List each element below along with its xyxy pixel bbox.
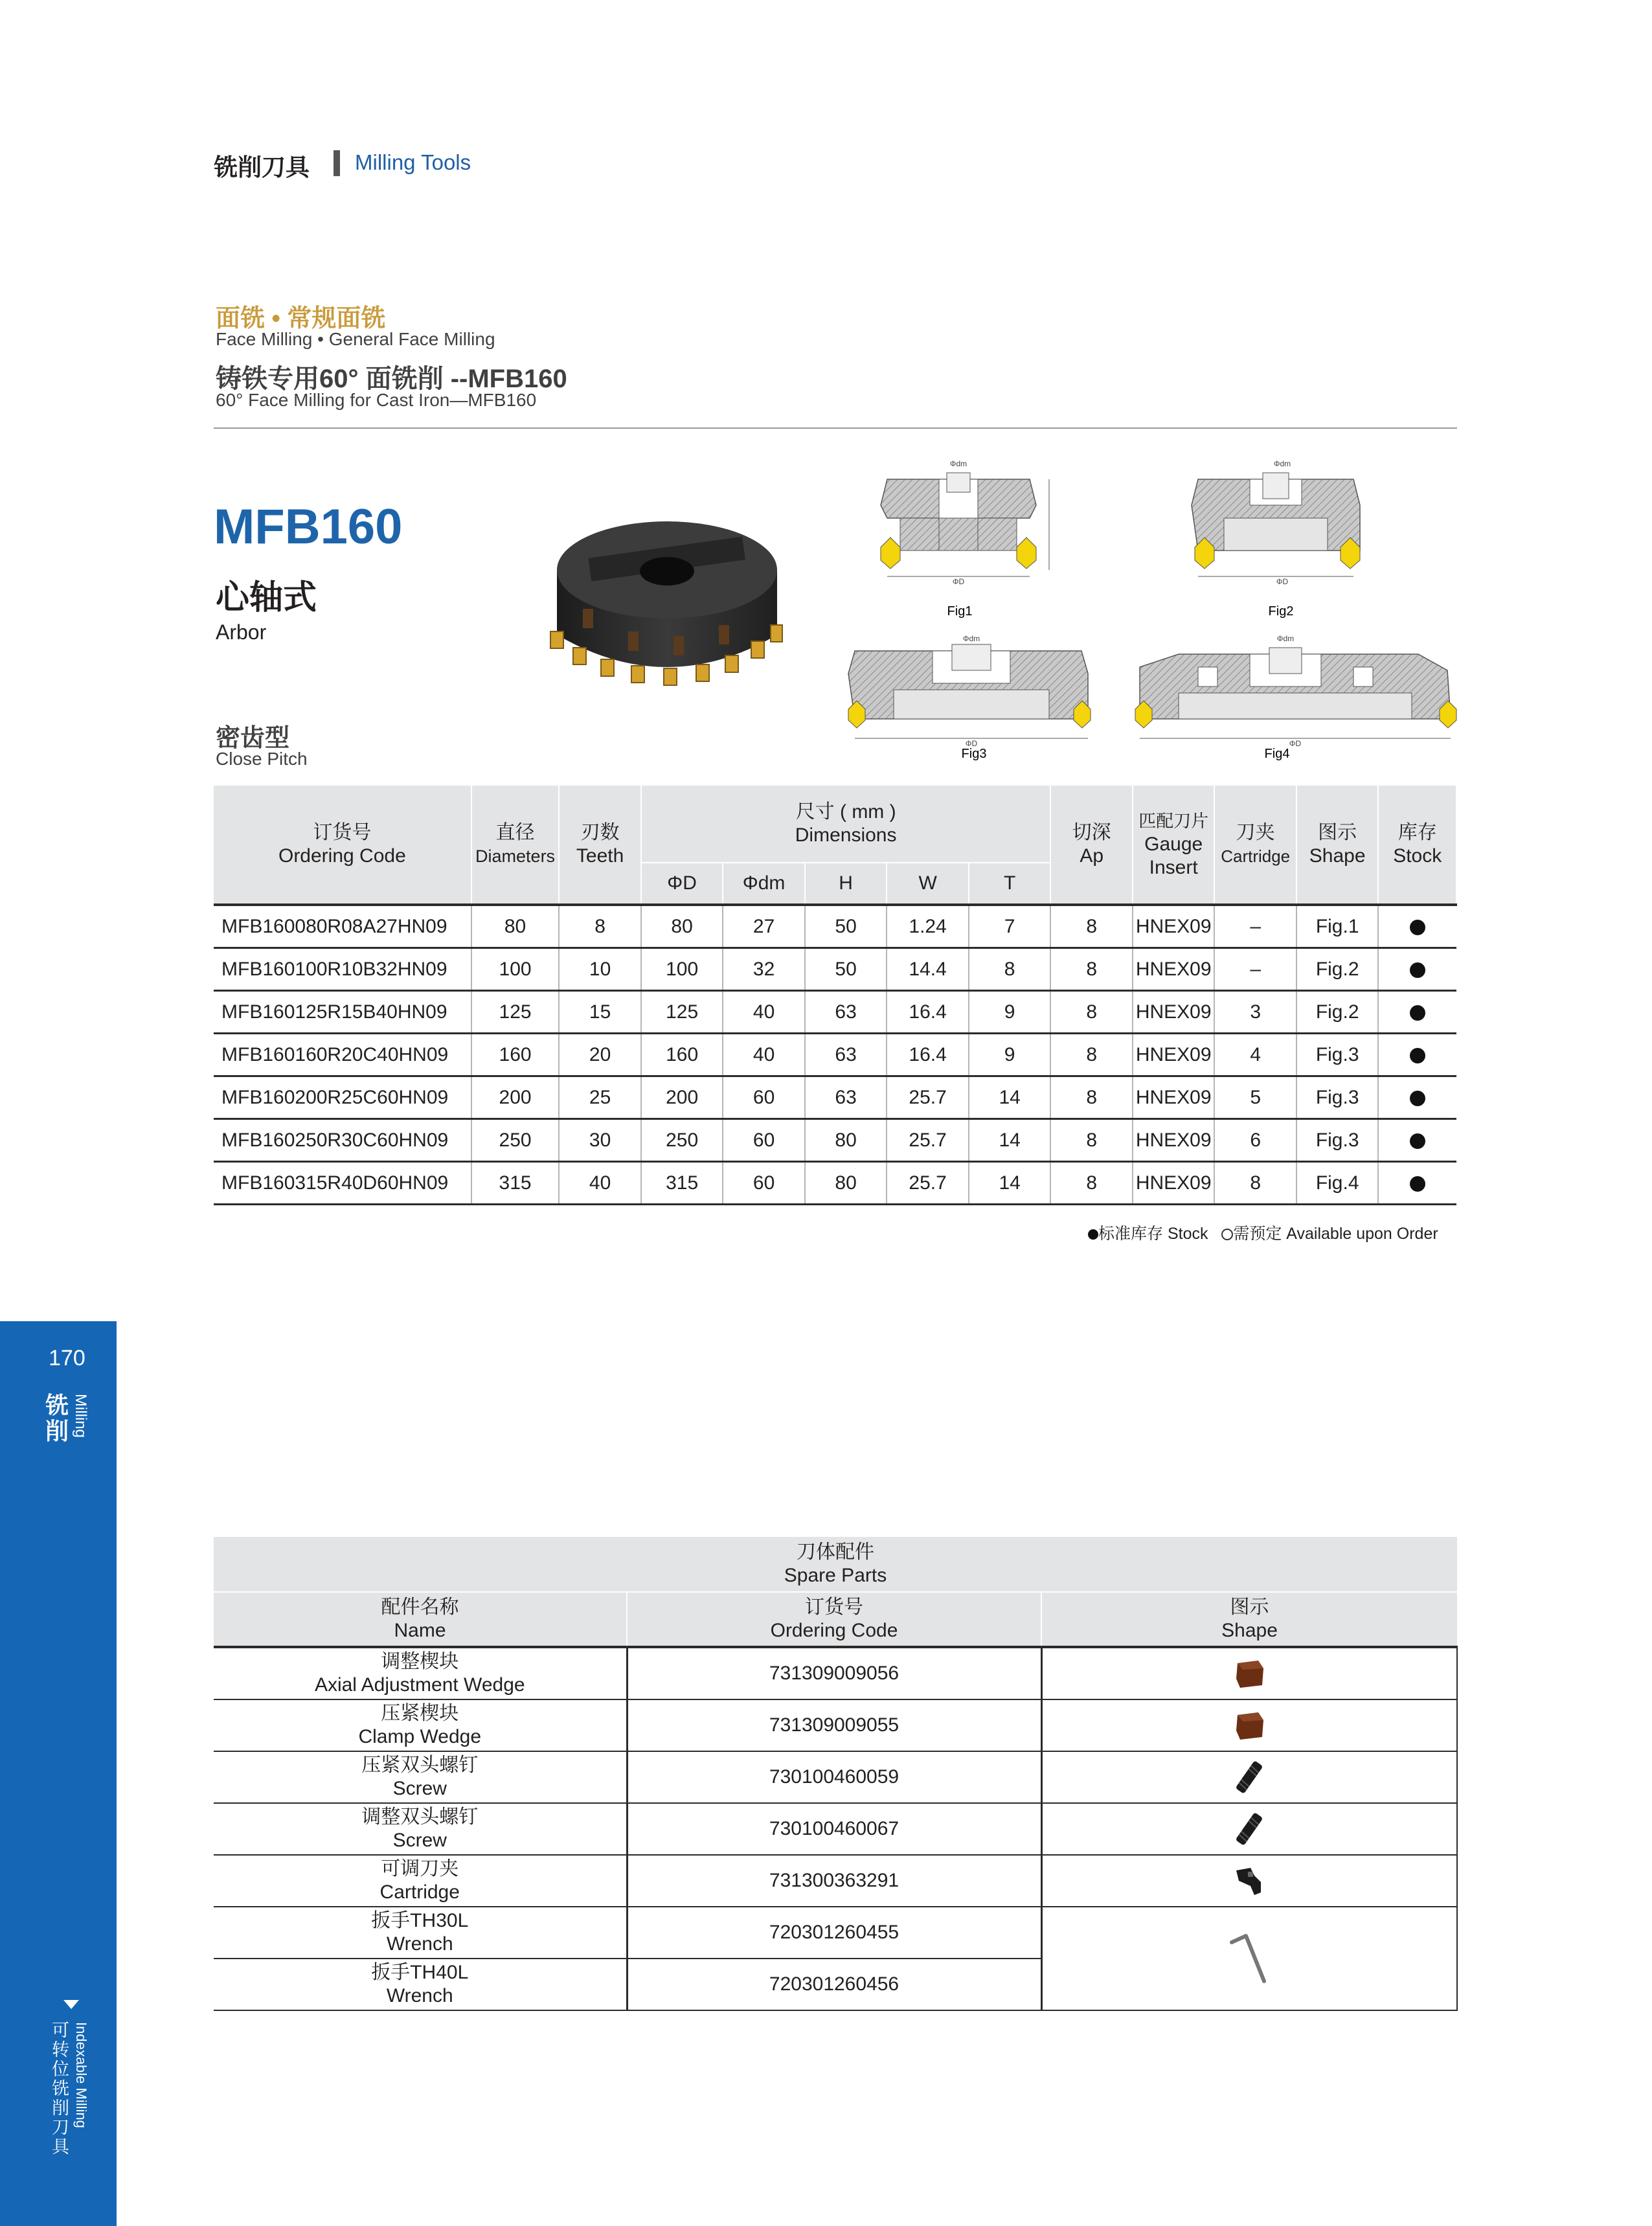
cell-ap: 8 <box>1050 1034 1133 1076</box>
subsection-title-en: 60° Face Milling for Cast Iron—MFB160 <box>216 390 537 410</box>
stock-cell <box>1378 1162 1456 1205</box>
cell-dm: 27 <box>723 905 805 948</box>
cell-shape: Fig.3 <box>1296 1034 1379 1076</box>
part-code: 720301260456 <box>627 1959 1041 2010</box>
stock-dot-icon <box>1410 1048 1425 1063</box>
svg-text:Φdm: Φdm <box>962 634 980 643</box>
cell-code: MFB160100R10B32HN09 <box>214 948 471 991</box>
cell-teeth: 15 <box>559 991 641 1034</box>
part-name: 扳手TH30L Wrench <box>214 1907 627 1959</box>
fig3-drawing <box>848 634 1091 748</box>
stock-dot-icon <box>1088 1229 1098 1240</box>
cell-d: 200 <box>641 1076 723 1119</box>
cell-shape: Fig.1 <box>1296 905 1379 948</box>
screw-icon <box>1043 1810 1457 1848</box>
cell-shape: Fig.4 <box>1296 1162 1379 1205</box>
cell-shape: Fig.3 <box>1296 1076 1379 1119</box>
col-t: T <box>969 863 1051 905</box>
cell-dm: 32 <box>723 948 805 991</box>
table-row <box>214 1855 1457 1907</box>
table-row <box>214 1803 1457 1855</box>
table-row <box>214 1076 1456 1119</box>
spare-parts-table <box>214 1537 1458 2011</box>
cell-dm: 60 <box>723 1162 805 1205</box>
cell-ap: 8 <box>1050 991 1133 1034</box>
stock-dot-icon <box>1410 962 1425 978</box>
table-row <box>214 948 1456 991</box>
col-dimensions: 尺寸 ( mm ) Dimensions <box>641 786 1051 863</box>
part-code: 730100460059 <box>627 1751 1041 1803</box>
svg-text:ΦD: ΦD <box>1276 577 1289 586</box>
cell-dm: 40 <box>723 1034 805 1076</box>
cell-code: MFB160160R20C40HN09 <box>214 1034 471 1076</box>
subsection-title-cn: 铸铁专用60° 面铣削 --MFB160 <box>216 365 567 393</box>
cell-t: 9 <box>969 1034 1051 1076</box>
cell-ap: 8 <box>1050 1076 1133 1119</box>
stock-cell <box>1378 1076 1456 1119</box>
header-title-en: Milling Tools <box>355 150 471 174</box>
part-shape <box>1041 1907 1457 2010</box>
fig3-label: Fig3 <box>961 747 987 761</box>
cell-h: 63 <box>805 991 887 1034</box>
col-teeth: 刃数 Teeth <box>559 786 641 905</box>
stock-cell <box>1378 991 1456 1034</box>
cell-t: 7 <box>969 905 1051 948</box>
cell-teeth: 8 <box>559 905 641 948</box>
cell-insert: HNEX09 <box>1133 1162 1215 1205</box>
cell-cart: – <box>1214 948 1296 991</box>
cell-insert: HNEX09 <box>1133 1119 1215 1162</box>
cell-cart: 3 <box>1214 991 1296 1034</box>
cell-code: MFB160315R40D60HN09 <box>214 1162 471 1205</box>
section-divider <box>214 427 1457 429</box>
col-stock: 库存 Stock <box>1378 786 1456 905</box>
cell-ap: 8 <box>1050 948 1133 991</box>
cell-teeth: 10 <box>559 948 641 991</box>
part-name: 调整双头螺钉 Screw <box>214 1803 627 1855</box>
col-part-shape: 图示 Shape <box>1041 1592 1457 1647</box>
part-name: 压紧楔块 Clamp Wedge <box>214 1699 627 1751</box>
cell-dia: 125 <box>471 991 560 1034</box>
cell-dia: 315 <box>471 1162 560 1205</box>
cell-insert: HNEX09 <box>1133 905 1215 948</box>
cell-w: 25.7 <box>887 1076 969 1119</box>
part-name: 扳手TH40L Wrench <box>214 1959 627 2010</box>
fig4-drawing <box>1135 634 1456 748</box>
cell-h: 63 <box>805 1076 887 1119</box>
cell-insert: HNEX09 <box>1133 948 1215 991</box>
part-shape <box>1041 1647 1457 1699</box>
part-code: 731309009055 <box>627 1699 1041 1751</box>
fig2-label: Fig2 <box>1268 604 1294 619</box>
part-code: 730100460067 <box>627 1803 1041 1855</box>
cell-dm: 60 <box>723 1119 805 1162</box>
cell-teeth: 40 <box>559 1162 641 1205</box>
part-name: 调整楔块 Axial Adjustment Wedge <box>214 1647 627 1699</box>
wedge-icon <box>1043 1707 1457 1743</box>
fig1-label: Fig1 <box>947 604 973 619</box>
part-shape <box>1041 1855 1457 1907</box>
cell-t: 8 <box>969 948 1051 991</box>
side-section-cn: 铣削 <box>45 1392 69 1444</box>
part-code: 731300363291 <box>627 1855 1041 1907</box>
cell-dia: 80 <box>471 905 560 948</box>
svg-text:Φdm: Φdm <box>1273 459 1291 468</box>
triangle-down-icon <box>63 2000 79 2009</box>
cell-teeth: 20 <box>559 1034 641 1076</box>
cell-code: MFB160200R25C60HN09 <box>214 1076 471 1119</box>
table-row <box>214 1162 1456 1205</box>
cell-shape: Fig.2 <box>1296 948 1379 991</box>
table-row <box>214 905 1456 948</box>
fig4-label: Fig4 <box>1264 747 1290 761</box>
technical-drawings <box>835 453 1457 764</box>
stock-cell <box>1378 905 1456 948</box>
section-title-en: Face Milling • General Face Milling <box>216 329 495 349</box>
part-shape <box>1041 1699 1457 1751</box>
cell-d: 250 <box>641 1119 723 1162</box>
cell-w: 25.7 <box>887 1162 969 1205</box>
part-code: 720301260455 <box>627 1907 1041 1959</box>
stock-cell <box>1378 1034 1456 1076</box>
col-dm: Φdm <box>723 863 805 905</box>
product-table <box>214 786 1457 1205</box>
stock-legend: 标准库存 Stock 需预定 Available upon Order <box>1088 1221 1438 1244</box>
col-cartridge: 刀夹 Cartridge <box>1214 786 1296 905</box>
part-shape <box>1041 1751 1457 1803</box>
product-model: MFB160 <box>214 499 403 554</box>
cell-h: 50 <box>805 948 887 991</box>
cell-w: 16.4 <box>887 1034 969 1076</box>
cell-h: 80 <box>805 1162 887 1205</box>
stock-dot-icon <box>1410 1091 1425 1106</box>
table-row <box>214 1034 1456 1076</box>
fig2-drawing <box>1192 459 1360 586</box>
svg-text:ΦD: ΦD <box>1289 739 1302 748</box>
cell-ap: 8 <box>1050 1119 1133 1162</box>
table-row <box>214 1699 1457 1751</box>
cell-insert: HNEX09 <box>1133 1076 1215 1119</box>
cell-d: 125 <box>641 991 723 1034</box>
cell-t: 14 <box>969 1119 1051 1162</box>
cell-d: 315 <box>641 1162 723 1205</box>
cell-teeth: 25 <box>559 1076 641 1119</box>
col-ap: 切深 Ap <box>1050 786 1133 905</box>
col-part-code: 订货号 Ordering Code <box>627 1592 1041 1647</box>
cell-t: 9 <box>969 991 1051 1034</box>
cell-dia: 250 <box>471 1119 560 1162</box>
cell-h: 50 <box>805 905 887 948</box>
col-gauge-insert: 匹配刀片 Gauge Insert <box>1133 786 1215 905</box>
side-chapter-en: Indexable Milling <box>73 2022 89 2128</box>
cell-cart: 6 <box>1214 1119 1296 1162</box>
cell-cart: – <box>1214 905 1296 948</box>
col-shape: 图示 Shape <box>1296 786 1379 905</box>
product-photo <box>544 512 790 687</box>
table-row <box>214 991 1456 1034</box>
cell-code: MFB160080R08A27HN09 <box>214 905 471 948</box>
svg-text:ΦD: ΦD <box>965 739 978 748</box>
cell-insert: HNEX09 <box>1133 991 1215 1034</box>
section-title-cn: 面铣 • 常规面铣 <box>216 305 386 332</box>
table-row <box>214 1907 1457 1959</box>
cell-dm: 40 <box>723 991 805 1034</box>
cell-t: 14 <box>969 1076 1051 1119</box>
part-name: 可调刀夹 Cartridge <box>214 1855 627 1907</box>
spare-parts-title: 刀体配件 Spare Parts <box>214 1537 1457 1592</box>
stock-dot-icon <box>1410 1005 1425 1021</box>
cell-cart: 4 <box>1214 1034 1296 1076</box>
cell-code: MFB160250R30C60HN09 <box>214 1119 471 1162</box>
cell-t: 14 <box>969 1162 1051 1205</box>
cell-code: MFB160125R15B40HN09 <box>214 991 471 1034</box>
fig1-drawing <box>881 459 1049 586</box>
side-chapter-cn: 可转位铣削刀具 <box>52 2021 69 2157</box>
cell-cart: 5 <box>1214 1076 1296 1119</box>
stock-dot-icon <box>1410 1176 1425 1192</box>
cell-w: 16.4 <box>887 991 969 1034</box>
svg-text:ΦD: ΦD <box>952 577 965 586</box>
cell-d: 160 <box>641 1034 723 1076</box>
cell-d: 80 <box>641 905 723 948</box>
table-row <box>214 1751 1457 1803</box>
stock-dot-icon <box>1410 920 1425 935</box>
part-name: 压紧双头螺钉 Screw <box>214 1751 627 1803</box>
stock-cell <box>1378 948 1456 991</box>
cell-dia: 100 <box>471 948 560 991</box>
wedge-icon <box>1043 1655 1457 1692</box>
cell-dia: 200 <box>471 1076 560 1119</box>
col-part-name: 配件名称 Name <box>214 1592 627 1647</box>
cell-ap: 8 <box>1050 1162 1133 1205</box>
svg-text:Φdm: Φdm <box>1276 634 1295 643</box>
cell-shape: Fig.3 <box>1296 1119 1379 1162</box>
side-section-en: Milling <box>72 1394 89 1438</box>
table-row <box>214 1647 1457 1699</box>
pitch-type-cn: 密齿型 <box>216 725 290 752</box>
stock-dot-icon <box>1410 1133 1425 1149</box>
table-row <box>214 1119 1456 1162</box>
cell-w: 1.24 <box>887 905 969 948</box>
col-ordering-code: 订货号 Ordering Code <box>214 786 471 905</box>
col-diameters: 直径 Diameters <box>471 786 560 905</box>
col-h: H <box>805 863 887 905</box>
cell-ap: 8 <box>1050 905 1133 948</box>
cell-teeth: 30 <box>559 1119 641 1162</box>
screw-icon <box>1043 1758 1457 1797</box>
cell-dia: 160 <box>471 1034 560 1076</box>
svg-text:Φdm: Φdm <box>949 459 967 468</box>
cell-d: 100 <box>641 948 723 991</box>
col-w: W <box>887 863 969 905</box>
col-d: ΦD <box>641 863 723 905</box>
cell-h: 63 <box>805 1034 887 1076</box>
header-divider <box>334 150 340 176</box>
page-number: 170 <box>49 1346 85 1370</box>
part-code: 731309009056 <box>627 1647 1041 1699</box>
order-circle-icon <box>1221 1229 1233 1240</box>
cell-w: 14.4 <box>887 948 969 991</box>
cell-shape: Fig.2 <box>1296 991 1379 1034</box>
header-title-cn: 铣削刀具 <box>214 154 310 181</box>
stock-cell <box>1378 1119 1456 1162</box>
part-shape <box>1041 1803 1457 1855</box>
cell-dm: 60 <box>723 1076 805 1119</box>
cell-cart: 8 <box>1214 1162 1296 1205</box>
cell-w: 25.7 <box>887 1119 969 1162</box>
product-type-en: Arbor <box>216 620 267 644</box>
product-type-cn: 心轴式 <box>216 579 317 617</box>
cell-h: 80 <box>805 1119 887 1162</box>
pitch-type-en: Close Pitch <box>216 749 308 769</box>
wrench-icon <box>1043 1929 1457 1988</box>
cartridge-icon <box>1043 1863 1457 1899</box>
cell-insert: HNEX09 <box>1133 1034 1215 1076</box>
